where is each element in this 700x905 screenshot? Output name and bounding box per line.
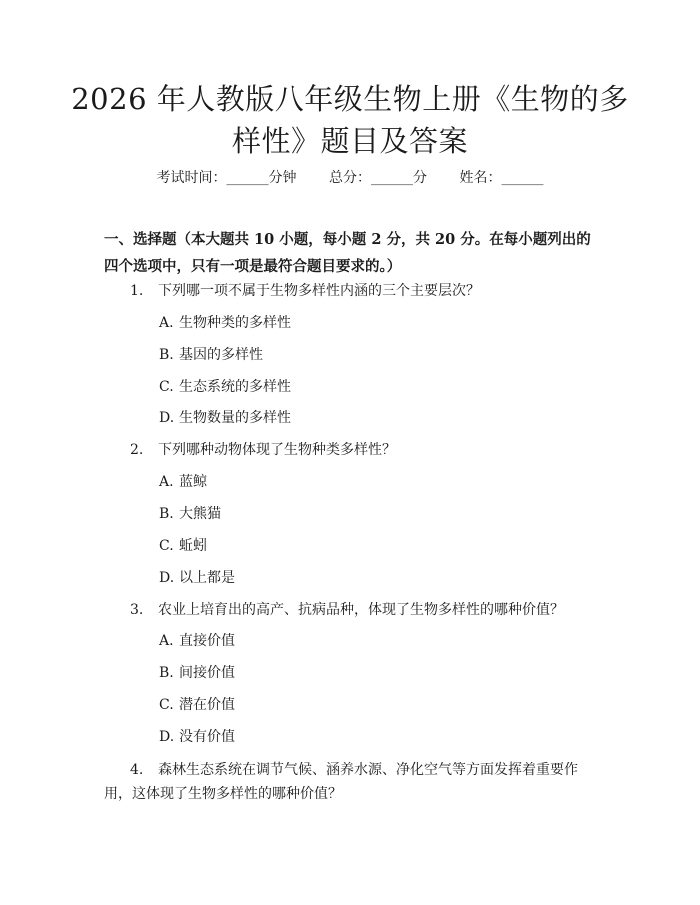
question-2	[130, 440, 396, 460]
question-4	[104, 758, 604, 806]
option-text: 间接价值	[179, 665, 235, 681]
option-3a	[159, 631, 235, 651]
option-text: 没有价值	[179, 729, 235, 745]
option-3b	[159, 663, 235, 683]
option-text: 基因的多样性	[179, 347, 263, 363]
option-letter: D.	[159, 570, 175, 586]
option-letter: C.	[159, 538, 174, 554]
exam-info-line	[0, 168, 700, 188]
question-text: 下列哪一项不属于生物多样性内涵的三个主要层次？	[158, 283, 480, 299]
option-2b	[159, 504, 221, 524]
question-1	[130, 281, 480, 301]
question-number: 1.	[130, 283, 144, 299]
option-text: 生物种类的多样性	[179, 315, 291, 331]
option-3c	[159, 695, 235, 715]
name-field: 姓名：______	[459, 170, 544, 186]
option-letter: B.	[159, 347, 174, 363]
option-text: 蓝鲸	[179, 474, 207, 490]
option-letter: B.	[159, 506, 174, 522]
option-text: 生物数量的多样性	[179, 410, 291, 426]
option-letter: D.	[159, 410, 175, 426]
option-text: 以上都是	[179, 570, 235, 586]
question-3	[130, 600, 564, 620]
option-1b	[159, 345, 263, 365]
option-text: 潜在价值	[179, 697, 235, 713]
option-2c	[159, 536, 207, 556]
question-text: 农业上培育出的高产、抗病品种，体现了生物多样性的哪种价值？	[158, 602, 564, 618]
option-text: 蚯蚓	[179, 538, 207, 554]
option-text: 生态系统的多样性	[179, 379, 291, 395]
option-letter: A.	[159, 474, 174, 490]
question-text: 森林生态系统在调节气候、涵养水源、净化空气等方面发挥着重要作用，这体现了生物多样性的哪种价值？	[104, 762, 578, 802]
question-number: 2.	[130, 442, 144, 458]
option-letter: C.	[159, 697, 174, 713]
question-text: 下列哪种动物体现了生物种类多样性？	[158, 442, 396, 458]
option-text: 直接价值	[179, 633, 235, 649]
question-number: 3.	[130, 602, 144, 618]
option-1d	[159, 408, 291, 428]
option-2a	[159, 472, 207, 492]
document-title: 2026 年人教版八年级生物上册《生物的多样性》题目及答案	[71, 82, 629, 158]
option-3d	[159, 727, 235, 747]
option-1a	[159, 313, 291, 333]
option-letter: B.	[159, 665, 174, 681]
option-letter: D.	[159, 729, 175, 745]
option-2d	[159, 568, 235, 588]
option-1c	[159, 377, 291, 397]
option-text: 大熊猫	[179, 506, 221, 522]
exam-time-field: 考试时间：______分钟	[156, 170, 297, 186]
option-letter: A.	[159, 315, 174, 331]
section-heading: 一、选择题（本大题共 10 小题，每小题 2 分，共 20 分。在每小题列出的四个选项中，只有一项是最符合题目要求的。）	[104, 231, 591, 275]
total-score-field: 总分：______分	[329, 170, 427, 186]
option-letter: A.	[159, 633, 174, 649]
option-letter: C.	[159, 379, 174, 395]
question-number: 4.	[130, 762, 144, 778]
